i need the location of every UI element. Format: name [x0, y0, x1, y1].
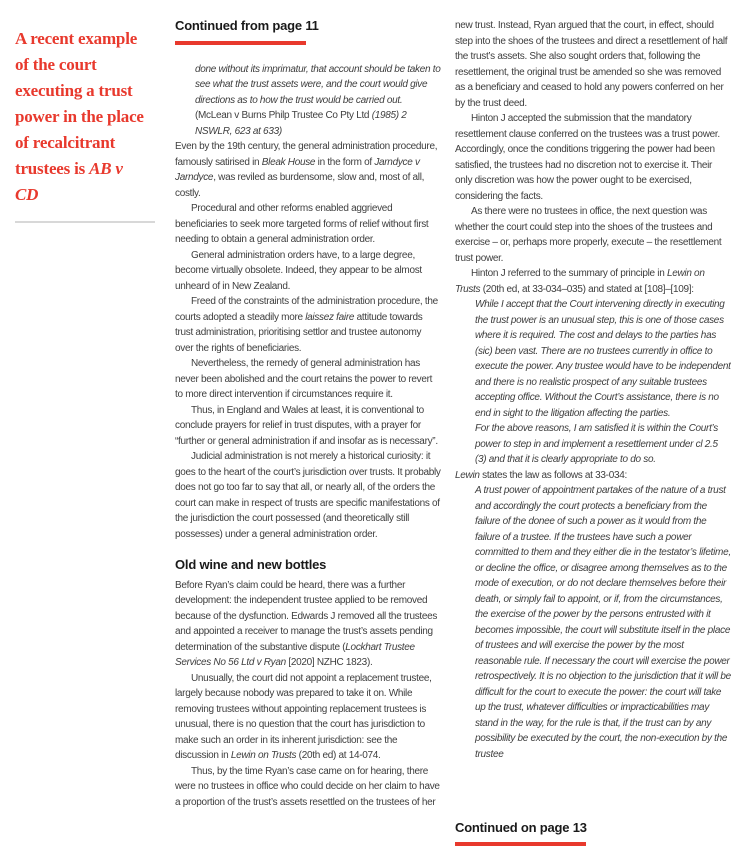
text-segment: [2020] NZHC 1823). [285, 657, 373, 668]
text-segment: A trust power of appointment partakes of the nature of a trust and accordingly the court protects a beneficiary from the failure of the donee of such a power as it would from the failure of a trustee. If the trustees have such a power committed to them and they either die in the testator’s lifetime, or decline the office, or disagree among themselves as to the mode of execution, or do not declare themselves before their death, or simply fail to appoint, or if, from the circumstances, the exercise of the power by the persons entrusted with it becomes impossible, the court will substitute itself in the place of trustees and will exercise the power by the most reasonable rule. If necessary the court will exercise the power retrospectively. It is no objection to the jurisdiction that it will be difficult for the court to execute the power: the court will take up the trust, whatever difficulties or impracticabilities may stand in the way, for the rule is that, if the trust can by any possibility be executed by the court, the non-execution by the trustee [475, 485, 731, 760]
text-segment: (20th ed) at 14-074. [296, 750, 381, 761]
text-segment: new trust. Instead, Ryan argued that the court, in effect, should step into the shoes of the trustees and direct a resettlement of half the trust’s assets. She also sought orders that, following the resettlement, the original trust be amended so she was removed as a beneficiary and ceased to hold any powers conferred on her by the trust deed. [455, 20, 728, 109]
right-column-body [455, 18, 731, 762]
text-segment: Jarndyce v Jarndyce [175, 156, 420, 183]
text-segment: Nevertheless, the remedy of general administration has never been abolished and the court retains the power to revert to more direct intervention if circumstances require it. [175, 358, 433, 400]
paragraph [175, 671, 441, 764]
text-segment: Before Ryan’s claim could be heard, there was a further development: the independent trustee applied to be removed because of the dysfunction. Edwards J removed all the trustees and appointed a receiver to manage the trust’s assets pending determination of the substantive dispute ( [175, 579, 438, 653]
paragraph [455, 266, 731, 297]
continued-from-rule [175, 41, 306, 45]
paragraph [455, 468, 731, 484]
text-segment: Lewin on Trusts [455, 268, 705, 295]
paragraph [455, 204, 731, 266]
block-quote [475, 297, 731, 421]
text-segment: Hinton J referred to the summary of principle in [471, 268, 667, 279]
paragraph [175, 403, 441, 450]
text-segment: Judicial administration is not merely a historical curiosity: it goes to the heart of the court’s jurisdiction over trusts. It probably does not go too far to say that all, or nearly all, of the orders the court can make in respect of trusts are specific manifestations of the jurisdiction the court possessed (and theoretically still possesses) under a general administration order. [175, 451, 441, 540]
paragraph [455, 18, 731, 111]
text-segment: Hinton J accepted the submission that the mandatory resettlement clause conferred on the trustees was a trust power. Accordingly, once the conditions triggering the power had been satisfied, the trustees had no discretion not to exercise it. Their only discretion was how the power ought to be exercised, considering the facts. [455, 113, 720, 202]
text-segment: Thus, by the time Ryan’s case came on for hearing, there were no trustees in office who could decide on her claim to have a proportion of the trust’s assets resettled on the trustees of her [175, 765, 440, 808]
text-segment: in the form of [315, 156, 375, 168]
text-segment: Unusually, the court did not appoint a replacement trustee, largely because nobody was prepared to take it on. While removing trustees without appointing replacement trustees is unusual, there is no question that the court has jurisdiction to make such an order in its inherent jurisdiction: see the discussion in [175, 672, 432, 761]
middle-column-body [175, 62, 441, 811]
text-segment: Thus, in England and Wales at least, it is conventional to conclude prayers for relief in trust disputes, with a prayer for “further or general administration if and insofar as is necessary”. [175, 404, 438, 447]
text-segment: Procedural and other reforms enabled aggrieved beneficiaries to seek more targeted forms of relief without first needing to obtain a general administration order. [175, 203, 429, 245]
paragraph [175, 449, 441, 542]
right-column [455, 18, 731, 810]
text-segment: laissez faire [305, 311, 355, 323]
headline-divider [15, 221, 155, 223]
block-quote [475, 421, 731, 468]
continued-from-label: Continued from page 11 [175, 18, 319, 33]
headline-case-name: AB v CD [15, 159, 123, 204]
paragraph [175, 764, 441, 811]
paragraph [175, 248, 441, 295]
text-segment: Even by the 19th century, the general administration procedure, famously satirised in [175, 141, 438, 168]
middle-column [175, 18, 441, 850]
text-segment: Lewin [455, 469, 480, 481]
continued-on-label: Continued on page 13 [455, 820, 587, 835]
text-segment: (1985) 2 NSWLR, 623 at 633) [195, 110, 407, 137]
paragraph [175, 139, 441, 201]
margin-headline-block [15, 26, 147, 223]
text-segment: attitude towards trust administration, prioritising settlor and trustee autonomy over the rights of beneficiaries. [175, 311, 423, 354]
text-segment: Freed of the constraints of the administration procedure, the courts adopted a steadily more [175, 296, 438, 323]
headline-text: A recent example of the court executing a trust power in the place of recalcitrant trustees is [15, 29, 144, 178]
continued-on-block [455, 820, 731, 846]
paragraph [175, 294, 441, 356]
block-quote [475, 483, 731, 762]
text-segment: As there were no trustees in office, the next question was whether the court could step into the shoes of the trustees and exercise – or, perhaps more properly, execute – the resettlement trust power. [455, 206, 722, 264]
paragraph [175, 201, 441, 248]
paragraph [455, 111, 731, 204]
text-segment: states the law as follows at 33-034: [479, 469, 627, 481]
article-headline [15, 26, 147, 208]
text-segment: While I accept that the Court intervening directly in executing the trust power is an unusual step, this is one of those cases where it is required. The cost and delays to the parties has (sic) been vast. There are no trustees currently in office to execute the power. Any trustee would have to be independent and there is no realistic prospect of any suitable trustees accepting office. Without the Court’s assistance, there is no end in sight to the litigation affecting the parties. [475, 299, 731, 419]
section-heading: Old wine and new bottles [175, 557, 327, 572]
text-segment: (20th ed, at 33-034–035) and stated at [108]–[109]: [480, 283, 694, 295]
text-segment: Lewin on Trusts [230, 750, 297, 761]
text-segment: , was reviled as burdensome, slow and, most of all, costly. [175, 172, 425, 199]
paragraph [175, 356, 441, 403]
text-segment: For the above reasons, I am satisfied it is within the Court’s power to step in and implement a resettlement under cl 2.5 (3) and that it is clearly appropriate to do so. [475, 423, 719, 465]
text-segment: done without its imprimatur, that account should be taken to see what the trust assets were, and the court would give directions as to how the trust would be carried out. [195, 63, 441, 106]
text-segment: (McLean v Burns Philp Trustee Co Pty Ltd [195, 110, 372, 121]
text-segment: Lockhart Trustee Services No 56 Ltd v Ryan [175, 641, 415, 668]
text-segment: General administration orders have, to a large degree, become virtually obsolete. Indeed, they appear to be almost unheard of in New Zealand. [175, 249, 422, 292]
text-segment: Bleak House [261, 156, 316, 168]
continued-on-rule [455, 842, 586, 846]
paragraph [175, 578, 441, 671]
block-quote [195, 62, 441, 140]
